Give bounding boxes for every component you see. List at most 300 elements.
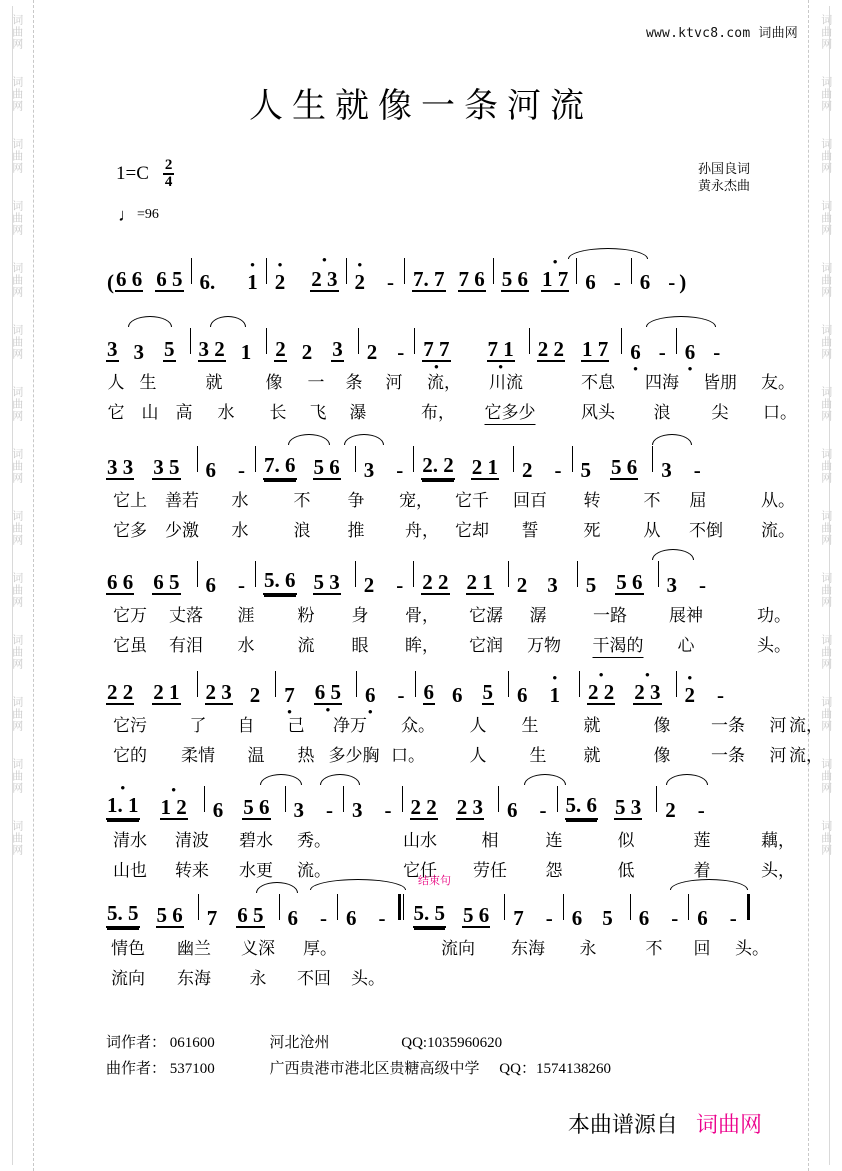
note: 3 bbox=[547, 573, 558, 597]
barline bbox=[658, 561, 659, 587]
note: 7 6 bbox=[458, 267, 485, 291]
lyric-syllable: 连 bbox=[545, 831, 563, 850]
tie-slur bbox=[320, 774, 360, 785]
note: 5 bbox=[482, 680, 493, 704]
lyric-syllable: 舟， bbox=[405, 521, 439, 540]
lyric-syllable: 回 bbox=[693, 939, 711, 958]
hold-dash: - bbox=[320, 906, 327, 930]
lyric-syllable: 川流 bbox=[489, 373, 523, 392]
watermark-text: 词曲网 bbox=[10, 820, 23, 856]
note: 2 bbox=[366, 340, 378, 364]
hold-dash: - bbox=[397, 683, 405, 707]
lyric-syllable: 展神 bbox=[669, 606, 703, 625]
barline bbox=[563, 894, 564, 920]
note: 6 6 bbox=[107, 570, 134, 594]
watermark-gutter-right bbox=[808, 0, 842, 1171]
site-name-text: 词曲网 bbox=[758, 25, 798, 40]
barline bbox=[676, 671, 677, 697]
tempo-value: =96 bbox=[137, 207, 159, 222]
credits-block bbox=[698, 160, 750, 194]
lyric-syllable: 不息 bbox=[581, 373, 615, 392]
lyric-syllable: 布， bbox=[421, 403, 455, 422]
lyric-syllable: 它多少 bbox=[485, 398, 536, 425]
watermark-text: 词曲网 bbox=[819, 572, 832, 608]
tie-slur bbox=[288, 434, 330, 445]
time-signature-numerator: 2 bbox=[163, 158, 175, 175]
lyrics-row-verse2 bbox=[106, 741, 823, 771]
barline bbox=[358, 328, 359, 354]
notation-row bbox=[106, 665, 780, 705]
hold-dash: - bbox=[326, 798, 333, 822]
watermark-text: 词曲网 bbox=[10, 448, 23, 484]
footer-credits bbox=[106, 1030, 611, 1082]
lyrics-row-verse2 bbox=[106, 964, 780, 994]
hold-dash: - bbox=[693, 458, 701, 482]
lyric-syllable: 河 bbox=[385, 373, 403, 392]
watermark-text: 词曲网 bbox=[819, 696, 832, 732]
watermark-text: 词曲网 bbox=[819, 138, 832, 174]
note: 6 bbox=[585, 270, 596, 294]
composer-footer-row bbox=[106, 1056, 611, 1082]
hold-dash: - bbox=[613, 270, 621, 294]
watermark-text: 词曲网 bbox=[10, 324, 23, 360]
note: 3 bbox=[133, 340, 144, 364]
hold-dash: - bbox=[396, 458, 404, 482]
lyric-syllable: 人 bbox=[469, 746, 487, 765]
composer-place: 广西贵港市港北区贵糖高级中学 bbox=[269, 1061, 480, 1077]
note: 5 6 bbox=[156, 903, 183, 927]
lyricist-qq: QQ:1035960620 bbox=[401, 1035, 503, 1051]
tie-slur bbox=[646, 316, 716, 327]
note: • 2 bbox=[274, 272, 287, 292]
barline bbox=[652, 446, 653, 472]
barline bbox=[557, 786, 558, 812]
lyric-syllable: 屈 bbox=[689, 491, 707, 510]
note: 6 bbox=[212, 798, 224, 822]
lyric-syllable: 条 bbox=[345, 373, 363, 392]
barline bbox=[413, 446, 414, 472]
barline bbox=[337, 894, 338, 920]
paren-open: ( bbox=[107, 270, 114, 294]
note: 1 7 bbox=[582, 337, 609, 361]
note: 7 • bbox=[283, 685, 296, 705]
note: • 1. 1 bbox=[106, 795, 140, 820]
hold-dash: - bbox=[729, 906, 737, 930]
lyric-syllable: 山也 bbox=[113, 861, 147, 880]
barline bbox=[190, 328, 191, 354]
barline bbox=[415, 671, 416, 697]
lyric-syllable: 功。 bbox=[757, 606, 791, 625]
lyric-syllable: 河 bbox=[769, 716, 787, 735]
note: 5. 6 bbox=[263, 570, 297, 595]
note: 2 1 bbox=[471, 455, 498, 479]
lyric-syllable: 东海 bbox=[177, 969, 211, 988]
lyric-syllable: 碧水 bbox=[239, 831, 273, 850]
lyric-syllable: 尖 bbox=[711, 403, 729, 422]
barline bbox=[266, 328, 267, 354]
hold-dash: - bbox=[717, 683, 724, 707]
barline bbox=[285, 786, 286, 812]
note: 2 1 bbox=[466, 570, 493, 594]
note: 6 5 • bbox=[314, 682, 342, 705]
composer-credit: 黄永杰曲 bbox=[697, 178, 750, 193]
lyric-syllable: 人 bbox=[469, 716, 487, 735]
lyric-syllable: 推 bbox=[347, 521, 365, 540]
lyric-syllable: 丈落 bbox=[169, 606, 203, 625]
lyric-syllable: 万物 bbox=[527, 636, 561, 655]
note: 5 6 bbox=[611, 455, 638, 479]
lyric-syllable: 誓 bbox=[521, 521, 539, 540]
barline bbox=[204, 786, 205, 812]
note: 7 bbox=[513, 906, 524, 930]
note: 2 2 bbox=[107, 680, 134, 704]
barline bbox=[579, 671, 580, 697]
note: • 1 bbox=[246, 272, 259, 292]
barline bbox=[355, 446, 356, 472]
lyric-syllable: 流 bbox=[297, 636, 315, 655]
lyric-syllable: 清波 bbox=[175, 831, 209, 850]
lyric-syllable: 飞 bbox=[309, 403, 327, 422]
final-barline bbox=[747, 894, 750, 920]
lyric-syllable: 头。 bbox=[351, 969, 385, 988]
lyric-syllable: 流。 bbox=[761, 521, 795, 540]
notation-row bbox=[106, 252, 780, 292]
tempo-marking bbox=[118, 206, 159, 224]
lyric-syllable: 似 bbox=[617, 831, 635, 850]
lyric-syllable: 眼 bbox=[351, 636, 369, 655]
hold-dash: - bbox=[554, 458, 562, 482]
music-system-2 bbox=[106, 440, 795, 546]
quarter-note-icon: ♩ bbox=[118, 205, 136, 225]
lyric-syllable: 流， bbox=[427, 373, 461, 392]
note: 3 bbox=[107, 337, 118, 361]
notation-row bbox=[106, 322, 780, 362]
barline bbox=[676, 328, 677, 354]
lyric-syllable: 潺 bbox=[529, 606, 547, 625]
note: 6 bbox=[638, 906, 650, 930]
note: 5 6 bbox=[313, 455, 340, 479]
note: 2 3 bbox=[456, 795, 483, 819]
lyric-syllable: 涯 bbox=[237, 606, 255, 625]
lyric-syllable: 它虽 bbox=[113, 636, 147, 655]
music-system-6 bbox=[106, 875, 780, 994]
barline bbox=[197, 561, 198, 587]
lyric-syllable: 自 bbox=[237, 716, 255, 735]
lyric-syllable: 热 bbox=[297, 746, 315, 765]
lyric-syllable: 流向 bbox=[111, 969, 145, 988]
note: 3 bbox=[363, 458, 375, 482]
watermark-text: 词曲网 bbox=[10, 696, 23, 732]
lyric-syllable: 转来 bbox=[175, 861, 209, 880]
barline bbox=[504, 894, 505, 920]
lyric-syllable: 争 bbox=[347, 491, 365, 510]
note: 6 bbox=[517, 683, 528, 707]
lyrics-row-verse2 bbox=[106, 516, 795, 546]
lyric-syllable: 就 bbox=[205, 373, 223, 392]
lyric-syllable: 己 bbox=[287, 716, 305, 735]
watermark-text: 词曲网 bbox=[819, 386, 832, 422]
lyric-syllable: 它污 bbox=[113, 716, 147, 735]
note: • 2 2 bbox=[587, 682, 615, 705]
key-text: 1=C bbox=[116, 163, 149, 185]
lyric-syllable: 义深 bbox=[241, 939, 275, 958]
source-attribution bbox=[568, 1108, 762, 1139]
music-system-5 bbox=[106, 780, 795, 886]
lyrics-row-verse1 bbox=[106, 934, 780, 964]
tie-slur bbox=[344, 434, 384, 445]
lyric-syllable: 眸， bbox=[405, 636, 439, 655]
lyric-syllable: 情色 bbox=[111, 939, 145, 958]
note: 6 bbox=[346, 906, 357, 930]
tie-slur bbox=[666, 774, 708, 785]
lyric-syllable: 头， bbox=[761, 861, 795, 880]
lyric-syllable: 头。 bbox=[735, 939, 769, 958]
time-signature bbox=[163, 158, 175, 191]
note: 6. bbox=[199, 270, 216, 294]
barline bbox=[576, 258, 577, 284]
note: 5 bbox=[585, 573, 597, 597]
lyric-syllable: 少激 bbox=[165, 521, 199, 540]
barline bbox=[355, 561, 356, 587]
lyric-syllable: 它润 bbox=[469, 636, 503, 655]
lyric-syllable: 清水 bbox=[113, 831, 147, 850]
barline bbox=[191, 258, 192, 284]
lyricist-footer-row bbox=[106, 1030, 611, 1056]
note: 6 • bbox=[364, 685, 377, 705]
barline bbox=[577, 561, 578, 587]
lyricist-zip: 061600 bbox=[169, 1035, 215, 1051]
hold-dash: - bbox=[238, 573, 245, 597]
watermark-text: 词曲网 bbox=[819, 510, 832, 546]
barline bbox=[656, 786, 657, 812]
lyric-syllable: 山水 bbox=[403, 831, 437, 850]
hold-dash: - bbox=[387, 270, 394, 294]
barline bbox=[498, 786, 499, 812]
barline bbox=[255, 446, 256, 472]
tie-slur bbox=[652, 549, 694, 560]
note: 2 2 bbox=[410, 795, 437, 819]
lyricist-footer-label: 词作者： bbox=[106, 1035, 167, 1051]
barline bbox=[255, 561, 256, 587]
note: 7. 6 bbox=[263, 455, 297, 480]
notation-row bbox=[106, 555, 780, 595]
lyric-syllable: 它万 bbox=[113, 606, 147, 625]
tie-slur bbox=[128, 316, 172, 327]
note: 3 bbox=[332, 337, 343, 361]
hold-dash: - bbox=[671, 906, 679, 930]
note: 2 bbox=[665, 798, 676, 822]
lyric-syllable: 心 bbox=[677, 636, 695, 655]
lyric-syllable: 回百 bbox=[513, 491, 547, 510]
lyric-syllable: 骨， bbox=[405, 606, 439, 625]
note: 6 • bbox=[684, 342, 697, 362]
lyric-syllable: 莲 bbox=[693, 831, 711, 850]
lyric-syllable: 宠， bbox=[399, 491, 433, 510]
lyric-syllable: 转 bbox=[583, 491, 601, 510]
hold-dash: - bbox=[713, 340, 721, 364]
lyrics-row-verse1 bbox=[106, 826, 795, 856]
lyric-syllable: 相 bbox=[481, 831, 499, 850]
composer-zip: 537100 bbox=[169, 1061, 215, 1077]
lyric-syllable: 善若 bbox=[165, 491, 199, 510]
lyric-syllable: 就 bbox=[583, 746, 601, 765]
note: 5. 5 bbox=[106, 903, 140, 928]
barline bbox=[275, 671, 276, 697]
lyric-syllable: 友。 bbox=[761, 373, 795, 392]
watermark-text: 词曲网 bbox=[10, 76, 23, 112]
barline bbox=[404, 258, 405, 284]
barline bbox=[631, 258, 632, 284]
lyric-syllable: 多少胸 bbox=[328, 746, 380, 765]
lyric-syllable: 不回 bbox=[297, 969, 331, 988]
note: 6 bbox=[571, 906, 583, 930]
watermark-text: 词曲网 bbox=[10, 758, 23, 794]
note bbox=[310, 269, 338, 292]
lyric-syllable: 一条 bbox=[711, 716, 745, 735]
paren-close: ) bbox=[679, 270, 687, 294]
lyric-syllable: 它千 bbox=[455, 491, 489, 510]
note: 3 5 bbox=[153, 455, 180, 479]
note: 2 bbox=[363, 573, 375, 597]
watermark-text: 词曲网 bbox=[819, 262, 832, 298]
hold-dash: - bbox=[396, 573, 404, 597]
note: 6 5 bbox=[156, 267, 183, 291]
source-brand-text: 词曲网 bbox=[695, 1112, 762, 1137]
note: 2 1 bbox=[153, 680, 180, 704]
notation-row bbox=[106, 440, 780, 480]
lyric-syllable: 口。 bbox=[763, 403, 797, 422]
hold-dash: - bbox=[539, 798, 547, 822]
hold-dash: - bbox=[384, 798, 392, 822]
watermark-text: 词曲网 bbox=[10, 200, 23, 236]
watermark-text: 词曲网 bbox=[10, 510, 23, 546]
note: 5 3 bbox=[313, 570, 340, 594]
watermark-gutter-left bbox=[0, 0, 34, 1171]
music-system-4 bbox=[106, 665, 823, 771]
lyric-syllable: 众。 bbox=[401, 716, 435, 735]
note: 7 bbox=[206, 906, 218, 930]
tie-slur bbox=[652, 434, 692, 445]
lyricist-credit: 孙国良词 bbox=[697, 161, 750, 176]
tie-slur bbox=[568, 248, 648, 259]
composer-qq: QQ：1574138260 bbox=[499, 1061, 611, 1077]
lyric-syllable: 水更 bbox=[239, 861, 273, 880]
lyric-syllable: 它上 bbox=[113, 491, 147, 510]
note: 5 bbox=[602, 906, 613, 930]
note: 6 5 bbox=[237, 903, 264, 927]
lyric-syllable: 浪 bbox=[653, 403, 671, 422]
barline bbox=[402, 786, 403, 812]
note: 6 6 bbox=[116, 267, 143, 291]
watermark-text: 词曲网 bbox=[10, 572, 23, 608]
note: 5. 5 bbox=[413, 903, 447, 928]
lyric-syllable: 流向 bbox=[441, 939, 475, 958]
note: 6 5 bbox=[153, 570, 180, 594]
note: • 2 bbox=[354, 272, 367, 292]
hold-dash: - bbox=[378, 906, 386, 930]
source-prefix-text: 本曲谱源自 bbox=[567, 1112, 678, 1137]
notation-row bbox=[106, 780, 780, 820]
lyric-syllable: 了 bbox=[189, 716, 207, 735]
lyric-syllable: 一路 bbox=[593, 606, 627, 625]
lyric-syllable: 口。 bbox=[391, 746, 425, 765]
lyric-syllable: 劳任 bbox=[473, 861, 507, 880]
note: • 2 bbox=[684, 685, 697, 705]
hold-dash: - bbox=[238, 458, 245, 482]
note: 3 bbox=[293, 798, 304, 822]
lyric-syllable: 不倒 bbox=[689, 521, 723, 540]
lyric-syllable: 不 bbox=[643, 491, 661, 510]
lyric-syllable: 浪 bbox=[293, 521, 311, 540]
ending-phrase-label: 结束句 bbox=[418, 875, 451, 887]
note: 6 bbox=[287, 906, 298, 930]
lyric-syllable: 长 bbox=[269, 403, 287, 422]
note: 2 bbox=[275, 337, 286, 361]
note: • 1 bbox=[549, 685, 562, 705]
note: 2 bbox=[249, 683, 261, 707]
note: 5 bbox=[580, 458, 591, 482]
lyric-syllable: 不 bbox=[293, 491, 311, 510]
tie-slur bbox=[524, 774, 566, 785]
lyric-syllable: 有泪 bbox=[169, 636, 203, 655]
lyric-syllable: 不 bbox=[645, 939, 663, 958]
barline bbox=[508, 671, 509, 697]
lyrics-row-verse1 bbox=[106, 486, 795, 516]
note: 7 1 • bbox=[487, 339, 515, 362]
lyric-syllable: 生 bbox=[529, 746, 547, 765]
note: 3 bbox=[666, 573, 677, 597]
composer-footer-label: 曲作者： bbox=[106, 1061, 167, 1077]
lyric-syllable: 永 bbox=[579, 939, 597, 958]
lyric-syllable: 山 bbox=[141, 403, 159, 422]
lyric-syllable: 身 bbox=[351, 606, 369, 625]
music-system-intro bbox=[106, 252, 780, 292]
barline bbox=[413, 561, 414, 587]
note: 6 bbox=[423, 680, 434, 704]
notation-row bbox=[106, 888, 780, 928]
lyric-syllable: 流， bbox=[789, 716, 823, 735]
lyric-syllable: 厚。 bbox=[303, 939, 337, 958]
lyric-syllable: 水 bbox=[237, 636, 255, 655]
lyric-syllable: 柔情 bbox=[181, 746, 215, 765]
note: • 1 7 bbox=[541, 269, 569, 292]
note: 5 6 bbox=[463, 903, 490, 927]
lyric-syllable: 瀑 bbox=[349, 403, 367, 422]
barline bbox=[508, 561, 509, 587]
lyric-syllable: 怨 bbox=[545, 861, 563, 880]
barline bbox=[493, 258, 494, 284]
note: 6 • bbox=[629, 342, 642, 362]
lyric-syllable: 生 bbox=[521, 716, 539, 735]
note: 6 bbox=[452, 683, 463, 707]
lyric-syllable: 它潺 bbox=[469, 606, 503, 625]
hold-dash: - bbox=[397, 340, 405, 364]
barline bbox=[343, 786, 344, 812]
lyrics-row-verse1 bbox=[106, 711, 823, 741]
music-system-1 bbox=[106, 322, 797, 428]
note: 2 2 bbox=[422, 570, 449, 594]
note: 5 3 bbox=[615, 795, 642, 819]
note-text: • 2 3 bbox=[311, 267, 337, 291]
lyric-syllable: 一条 bbox=[711, 746, 745, 765]
tie-slur bbox=[210, 316, 246, 327]
hold-dash: - bbox=[545, 906, 553, 930]
watermark-text: 词曲网 bbox=[10, 138, 23, 174]
lyric-syllable: 低 bbox=[617, 861, 635, 880]
lyric-syllable: 水 bbox=[231, 521, 249, 540]
score-sheet bbox=[34, 0, 823, 1171]
lyric-syllable: 干渴的 bbox=[593, 631, 644, 658]
